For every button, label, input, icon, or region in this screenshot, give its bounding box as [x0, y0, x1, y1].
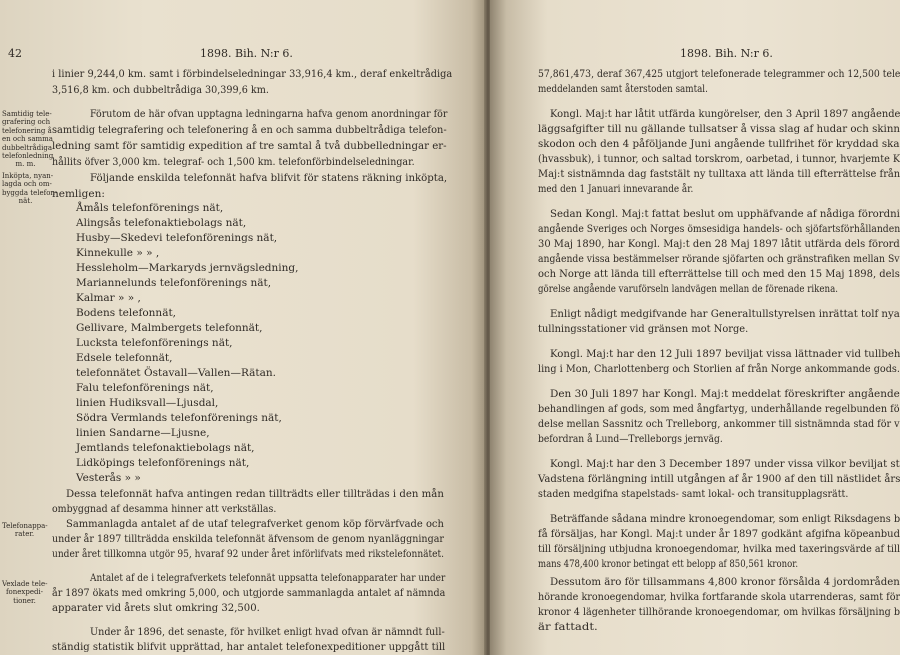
text-line: i linier 9,244,0 km. samt i förbindelseledningar 33,916,4 km., deraf enkeltrådiga: [52, 68, 453, 80]
text-line: ombyggnad af desamma hinner att verkställas.: [52, 503, 277, 515]
text-line: meddelanden samt återstoden samtal.: [538, 83, 708, 95]
text-line: till försäljning utbjudna kronoegendomar, hvilka med taxeringsvärde af till: [538, 543, 900, 555]
margin-note-line: Telefonappa-: [2, 522, 48, 530]
text-line: hörande kronoegendomar, hvilka fortfarande skola utarrenderas, samt för: [538, 591, 900, 603]
text-line: tullningsstationer vid gränsen mot Norge.: [538, 323, 749, 335]
text-line: läggsafgifter till nu gällande tullsatser å vissa slag af hudar och skinn: [538, 123, 900, 135]
margin-note-line: grafering och: [2, 118, 51, 127]
margin-note-line: lagda och om-: [2, 180, 52, 189]
text-line: Husby—Skedevi telefonförenings nät,: [76, 232, 278, 244]
text-line: 3,516,8 km. och dubbeltrådiga 30,399,6 km.: [52, 84, 269, 96]
text-line: Jemtlands telefonaktiebolags nät,: [76, 442, 255, 454]
margin-note-line: telefonering å: [2, 126, 52, 135]
text-line: linien Hudiksvall—Ljusdal,: [76, 397, 219, 409]
text-line: ständig statistik blifvit upprättad, har antalet telefonexpeditioner uppgått till: [52, 641, 446, 653]
text-line: angående Sveriges och Norges ömsesidiga handels- och sjöfartsförhållanden: [538, 223, 900, 235]
text-line: Dessa telefonnät hafva antingen redan tillträdts eller tillträdas i den mån: [66, 488, 444, 500]
text-line: Den 30 Juli 1897 har Kongl. Maj:t meddelat föreskrifter angående: [550, 388, 900, 400]
margin-note-line: tioner.: [13, 596, 36, 605]
margin-note: [2, 172, 58, 206]
text-line: hållits öfver 3,000 km. telegraf- och 1,500 km. telefonförbindelseledningar.: [52, 156, 415, 168]
text-line: Maj:t sistnämnda dag faststält ny tulltaxa att lända till efterrättelse från: [538, 168, 900, 180]
text-line: Kinnekulle » » ,: [76, 247, 160, 259]
text-line: Under år 1896, det senaste, för hvilket enligt hvad ofvan är nämndt full-: [90, 626, 445, 638]
text-line: Sammanlagda antalet af de utaf telegrafverket genom köp förvärfvade och: [66, 518, 444, 530]
margin-note-line: dubbeltrådiga: [2, 143, 53, 152]
text-line: ling i Mon, Charlottenberg och Storlien af från Norge ankommande gods.: [538, 363, 900, 375]
text-line: mans 478,400 kronor betingat ett belopp af 850,561 kronor.: [538, 558, 799, 570]
margin-note-line: Samtidig tele-: [2, 110, 52, 118]
margin-note-line: en och samma: [2, 135, 53, 144]
text-line: Dessutom äro för tillsammans 4,800 kronor försålda 4 jordområden: [550, 576, 900, 588]
text-line: Lucksta telefonförenings nät,: [76, 337, 233, 349]
text-line: är fattadt.: [538, 621, 598, 633]
text-line: delse mellan Sassnitz och Trelleborg, ankommer till sistnämnda stad för v: [538, 418, 900, 430]
text-line: staden medgifna stapelstads- samt lokal- och transitupplagsrätt.: [538, 488, 849, 500]
margin-note-line: Inköpta, nyan-: [2, 172, 54, 180]
margin-note-line: telefonledning: [2, 152, 54, 161]
text-line: linien Sandarne—Ljusne,: [76, 427, 210, 439]
margin-note: [2, 580, 47, 605]
text-line: Alingsås telefonaktiebolags nät,: [76, 217, 247, 229]
text-line: under året tillkomna utgör 95, hvaraf 92 under året införlifvats med rikstelefonnätet.: [52, 548, 445, 560]
text-line: Beträffande sådana mindre kronoegendomar, som enligt Riksdagens b: [550, 513, 900, 525]
text-line: Vesterås » »: [76, 472, 141, 484]
margin-note: [2, 522, 47, 539]
text-line: ledning samt för samtidig expedition af tre samtal å två dubbelledningar er-: [52, 140, 447, 152]
text-line: angående vissa bestämmelser rörande sjöfarten och gränstrafiken mellan Sv: [538, 253, 900, 265]
text-line: under år 1897 tillträdda enskilda telefonnät äfvensom de genom nyanläggningar: [52, 533, 444, 545]
text-line: och Norge att lända till efterrättelse till och med den 15 Maj 1898, dels: [538, 268, 900, 280]
text-line: Vadstena förlängning intill utgången af år 1900 af den till nästlidet års: [538, 473, 900, 485]
text-line: Gellivare, Malmbergets telefonnät,: [76, 322, 263, 334]
text-line: Edsele telefonnät,: [76, 352, 173, 364]
margin-note-line: Vexlade tele-: [2, 580, 48, 588]
margin-note-line: rater.: [14, 530, 35, 539]
margin-note: [2, 110, 54, 169]
text-line: apparater vid årets slut omkring 32,500.: [52, 602, 260, 614]
text-line: Bodens telefonnät,: [76, 307, 177, 319]
text-line: Lidköpings telefonförenings nät,: [76, 457, 250, 469]
text-line: skodon och den 4 påföljande Juni angående tullfrihet för kryddad ska: [538, 138, 900, 150]
text-line: Förutom de här ofvan upptagna ledningarna hafva genom anordningar för: [90, 108, 448, 120]
text-line: med den 1 Januari innevarande år.: [538, 183, 694, 195]
text-line: Följande enskilda telefonnät hafva blifvit för statens räkning inköpta,: [90, 172, 448, 184]
page-number: 42: [8, 47, 22, 60]
text-line: 57,861,473, deraf 367,425 utgjort telefonerade telegrammer och 12,500 tele: [538, 68, 900, 80]
text-line: Mariannelunds telefonförenings nät,: [76, 277, 272, 289]
text-line: få försäljas, har Kongl. Maj:t under år 1897 godkänt afgifna köpeanbud: [538, 528, 900, 540]
text-line: kronor 4 lägenheter tillhörande kronoegendomar, om hvilkas försäljning b: [538, 606, 900, 618]
running-head: 1898. Bih. N:r 6.: [200, 47, 293, 60]
text-line: samtidig telegrafering och telefonering å en och samma dubbeltrådiga telefon-: [52, 124, 447, 136]
text-line: Åmåls telefonförenings nät,: [76, 202, 224, 214]
margin-note-line: nät.: [18, 197, 33, 206]
text-line: behandlingen af gods, som med ångfartyg, underhållande regelbunden fö: [538, 403, 900, 415]
margin-note-line: m. m.: [15, 160, 36, 169]
text-line: nemligen:: [52, 188, 105, 200]
text-line: Kalmar » » ,: [76, 292, 141, 304]
text-line: Sedan Kongl. Maj:t fattat beslut om upphäfvande af nådiga förordni: [550, 208, 900, 220]
text-line: telefonnätet Östavall—Vallen—Rätan.: [76, 367, 276, 379]
text-line: Kongl. Maj:t har den 12 Juli 1897 beviljat vissa lättnader vid tullbeh: [550, 348, 900, 360]
text-line: Antalet af de i telegrafverkets telefonnät uppsatta telefonapparater har under: [90, 572, 446, 584]
text-line: (hvassbuk), i tunnor, och saltad torskrom, oarbetad, i tunnor, hvarjemte K: [538, 153, 900, 165]
text-line: görelse angående varuförseln landvägen mellan de förenade rikena.: [538, 283, 838, 295]
text-line: Enligt nådigt medgifvande har Generaltullstyrelsen inrättat tolf nya: [550, 308, 900, 320]
text-line: Falu telefonförenings nät,: [76, 382, 214, 394]
margin-note-line: byggda telefon-: [2, 188, 58, 197]
right-page: [490, 0, 900, 655]
margin-note-line: fonexpedi-: [5, 588, 44, 597]
text-line: år 1897 ökats med omkring 5,000, och utgjorde sammanlagda antalet af nämnda: [52, 587, 446, 599]
running-head: 1898. Bih. N:r 6.: [680, 47, 773, 60]
text-line: befordran å Lund—Trelleborgs jernväg.: [538, 433, 723, 445]
text-line: Södra Vermlands telefonförenings nät,: [76, 412, 282, 424]
text-line: Kongl. Maj:t har den 3 December 1897 under vissa vilkor beviljat st: [550, 458, 900, 470]
text-line: 30 Maj 1890, har Kongl. Maj:t den 28 Maj 1897 låtit utfärda dels förord: [538, 238, 900, 250]
text-line: Hessleholm—Markaryds jernvägsledning,: [76, 262, 299, 274]
text-line: Kongl. Maj:t har låtit utfärda kungörelser, den 3 April 1897 angående: [550, 108, 900, 120]
